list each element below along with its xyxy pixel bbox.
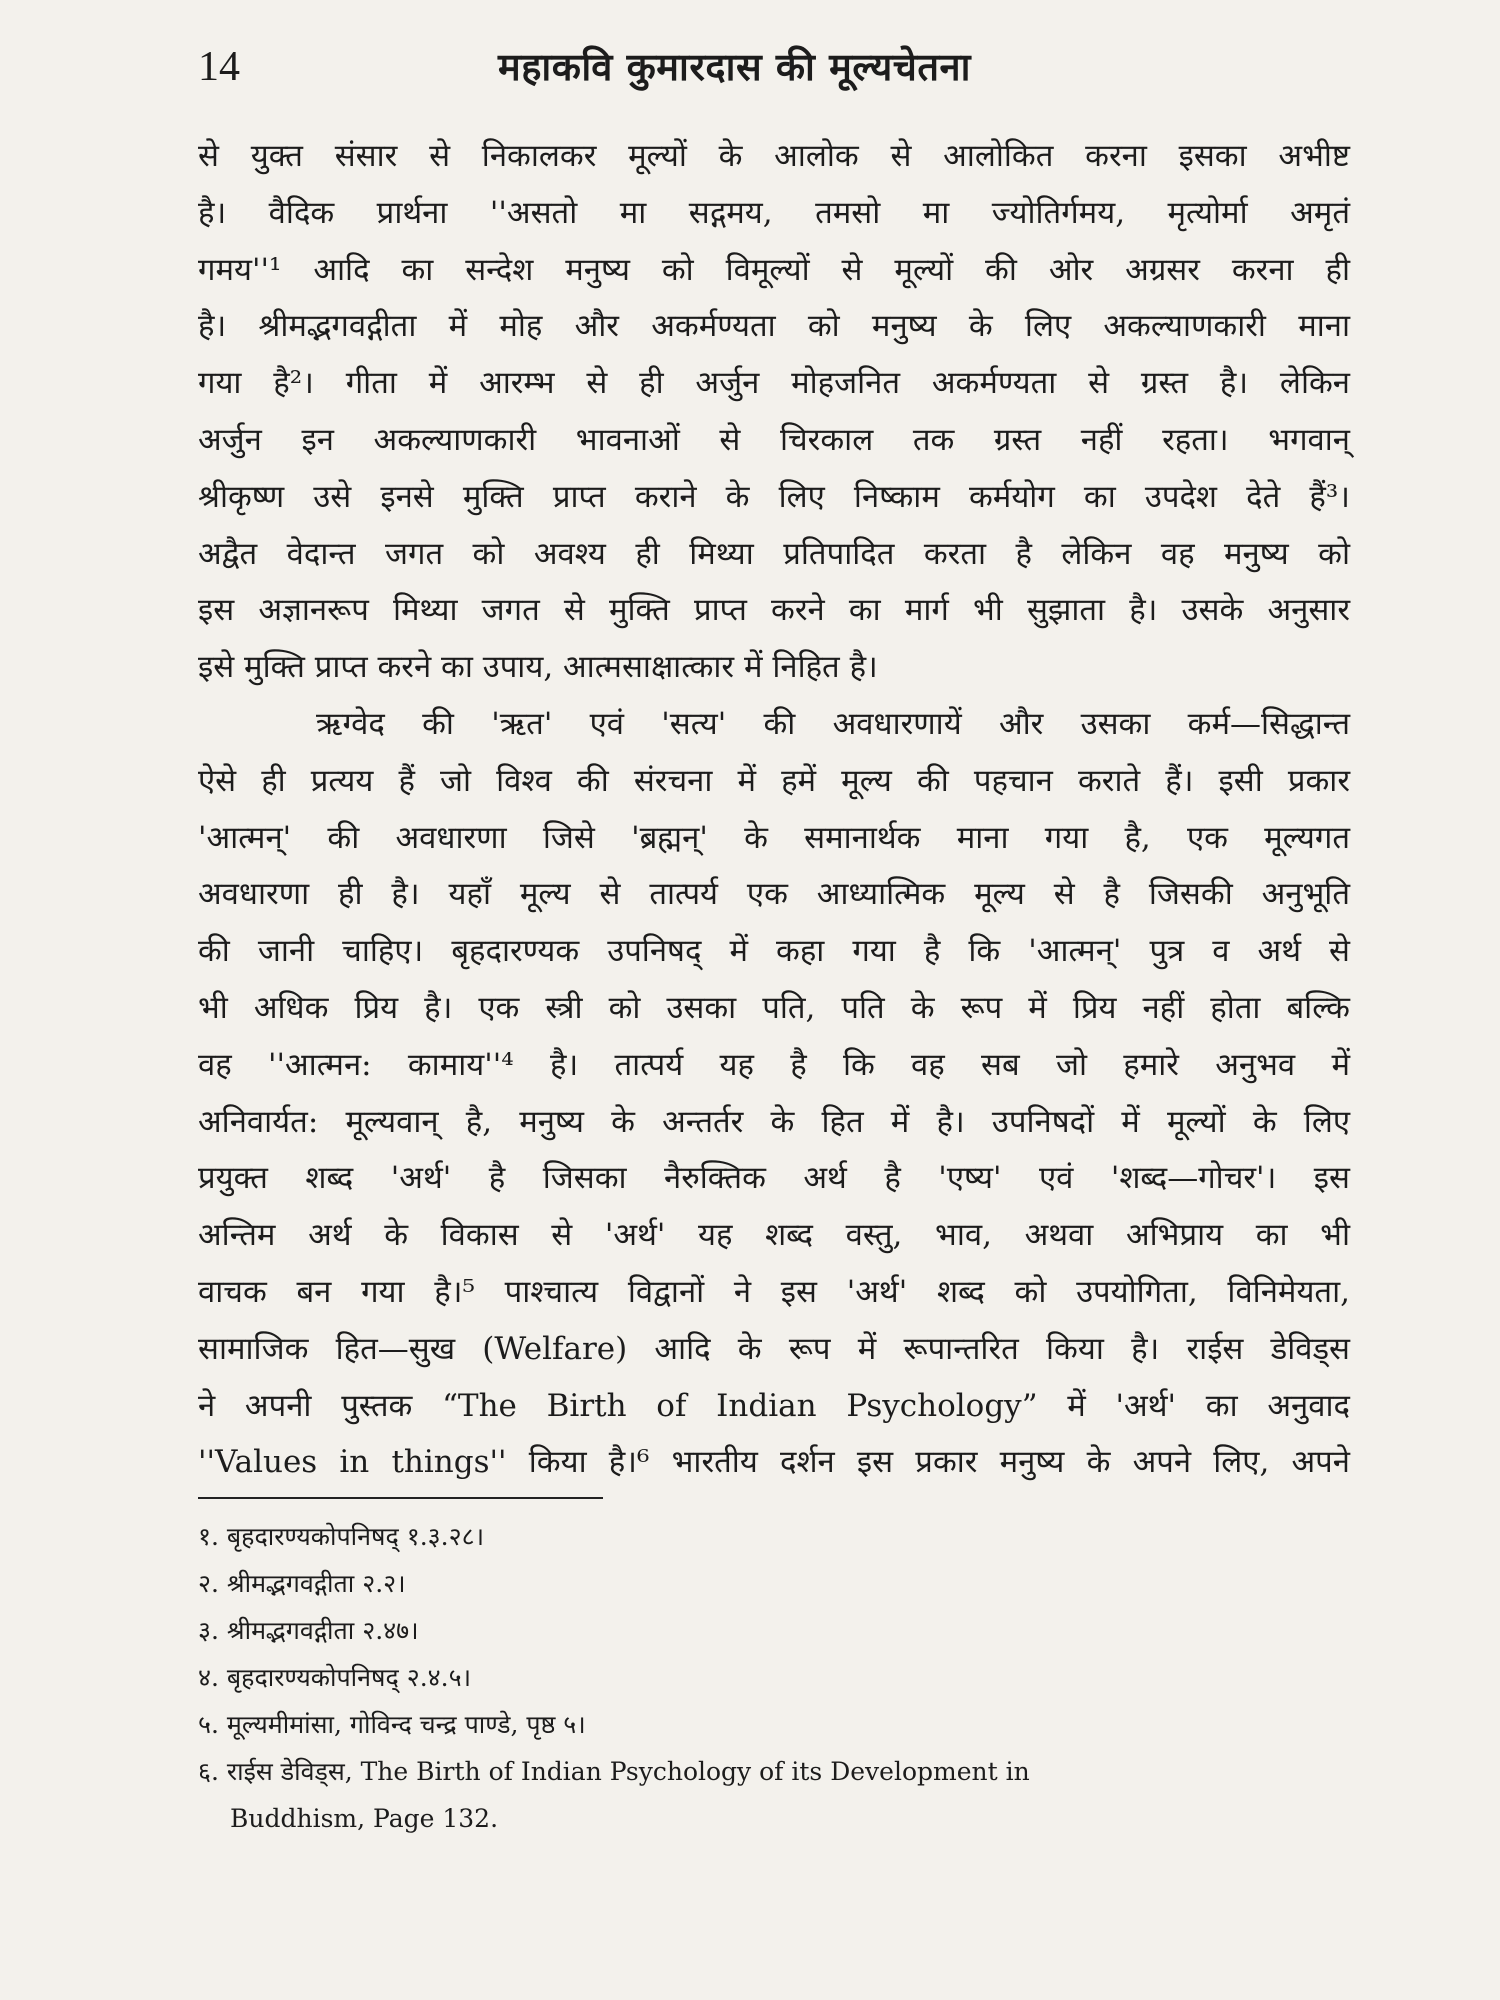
- text-line: सामाजिक हित—सुख (Welfare) आदि के रूप में रूपान्तरित किया है। राईस डेविड्स: [198, 1330, 1350, 1367]
- text-line: ने अपनी पुस्तक “The Birth of Indian Psychology” में 'अर्थ' का अनुवाद: [198, 1387, 1350, 1424]
- text-line: अन्तिम अर्थ के विकास से 'अर्थ' यह शब्द वस्तु, भाव, अथवा अभिप्राय का भी: [198, 1217, 1350, 1254]
- text-line: प्रयुक्त शब्द 'अर्थ' है जिसका नैरुक्तिक अर्थ है 'एष्य' एवं 'शब्द—गोचर'। इस: [198, 1160, 1350, 1197]
- text-line: इसे मुक्ति प्राप्त करने का उपाय, आत्मसाक्षात्कार में निहित है।: [198, 649, 878, 686]
- body-text: [198, 128, 1350, 1491]
- text-line: से युक्त संसार से निकालकर मूल्यों के आलोक से आलोकित करना इसका अभीष्ट: [198, 138, 1350, 174]
- footnote-3: ३. श्रीमद्भगवद्गीता २.४७।: [198, 1616, 419, 1646]
- text-line: 'आत्मन्' की अवधारणा जिसे 'ब्रह्मन्' के समानार्थक माना गया है, एक मूल्यगत: [198, 819, 1350, 856]
- text-line: अवधारणा ही है। यहाँ मूल्य से तात्पर्य एक आध्यात्मिक मूल्य से है जिसकी अनुभूति: [198, 876, 1350, 913]
- text-line: गमय''¹ आदि का सन्देश मनुष्य को विमूल्यों से मूल्यों की ओर अग्रसर करना ही: [198, 251, 1350, 288]
- text-line: अनिवार्यत: मूल्यवान् है, मनुष्य के अन्तर्तर के हित में है। उपनिषदों में मूल्यों के लिए: [198, 1103, 1350, 1140]
- running-title: महाकवि कुमारदास की मूल्यचेतना: [498, 44, 971, 89]
- page-header: [198, 40, 1350, 110]
- text-line: अर्जुन इन अकल्याणकारी भावनाओं से चिरकाल तक ग्रस्त नहीं रहता। भगवान्: [198, 421, 1350, 458]
- text-line: वह ''आत्मन: कामाय''⁴ है। तात्पर्य यह है कि वह सब जो हमारे अनुभव में: [198, 1046, 1350, 1083]
- text-line: भी अधिक प्रिय है। एक स्त्री को उसका पति, पति के रूप में प्रिय नहीं होता बल्कि: [198, 989, 1350, 1026]
- text-line: है। वैदिक प्रार्थना ''असतो मा सद्गमय, तमसो मा ज्योतिर्गमय, मृत्योर्मा अमृतं: [198, 194, 1350, 231]
- footnotes: [198, 1513, 1350, 1842]
- text-line: ''Values in things'' किया है।⁶ भारतीय दर्शन इस प्रकार मनुष्य के अपने लिए, अपने: [198, 1444, 1350, 1481]
- text-line: अद्वैत वेदान्त जगत को अवश्य ही मिथ्या प्रतिपादित करता है लेकिन वह मनुष्य को: [198, 535, 1350, 572]
- text-line: वाचक बन गया है।⁵ पाश्चात्य विद्वानों ने इस 'अर्थ' शब्द को उपयोगिता, विनिमेयता,: [198, 1273, 1350, 1310]
- text-line: गया है²। गीता में आरम्भ से ही अर्जुन मोहजनित अकर्मण्यता से ग्रस्त है। लेकिन: [198, 365, 1350, 402]
- text-line: श्रीकृष्ण उसे इनसे मुक्ति प्राप्त कराने के लिए निष्काम कर्मयोग का उपदेश देते हैं³।: [198, 478, 1350, 515]
- text-line: ऐसे ही प्रत्यय हैं जो विश्व की संरचना में हमें मूल्य की पहचान कराते हैं। इसी प्रकार: [198, 762, 1350, 799]
- text-line: ऋग्वेद की 'ऋत' एवं 'सत्य' की अवधारणायें और उसका कर्म—सिद्धान्त: [316, 705, 1350, 742]
- paragraph-2: [198, 696, 1350, 1491]
- footnote-4: ४. बृहदारण्यकोपनिषद् २.४.५।: [198, 1663, 472, 1693]
- text-line: की जानी चाहिए। बृहदारण्यक उपनिषद् में कहा गया है कि 'आत्मन्' पुत्र व अर्थ से: [198, 933, 1350, 970]
- footnote-1: १. बृहदारण्यकोपनिषद् १.३.२८।: [198, 1522, 485, 1552]
- footnote-2: २. श्रीमद्भगवद्गीता २.२।: [198, 1569, 406, 1599]
- text-line: इस अज्ञानरूप मिथ्या जगत से मुक्ति प्राप्त करने का मार्ग भी सुझाता है। उसके अनुसार: [198, 592, 1350, 629]
- text-line: है। श्रीमद्भगवद्गीता में मोह और अकर्मण्यता को मनुष्य के लिए अकल्याणकारी माना: [198, 308, 1350, 345]
- footnote-divider: [198, 1497, 603, 1499]
- paragraph-1: [198, 128, 1350, 696]
- page-number: 14: [198, 44, 240, 90]
- footnote-6-continuation: Buddhism, Page 132.: [230, 1804, 499, 1834]
- footnote-6: ६. राईस डेविड्स, The Birth of Indian Psychology of its Development in: [198, 1757, 1030, 1787]
- footnote-5: ५. मूल्यमीमांसा, गोविन्द चन्द्र पाण्डे, पृष्ठ ५।: [198, 1710, 586, 1740]
